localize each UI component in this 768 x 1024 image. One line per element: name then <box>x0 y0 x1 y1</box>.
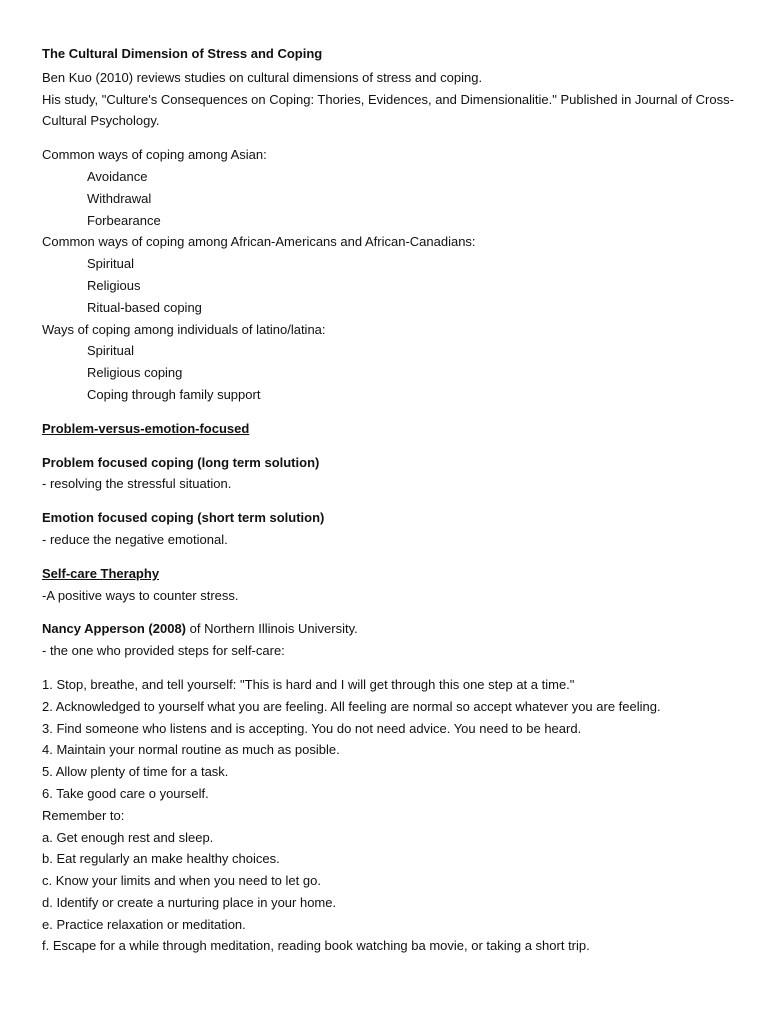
intro-line-2: His study, "Culture's Consequences on Coping: Thories, Evidences, and Dimensionalitie." Published in Journal of Cross-Cultural Psychology. <box>42 91 734 129</box>
coping-group-latino <box>42 319 742 406</box>
list-item: Religious <box>87 277 141 293</box>
remember-item: b. Eat regularly an make healthy choices. <box>42 851 280 867</box>
selfcare-desc: -A positive ways to counter stress. <box>42 587 239 603</box>
apperson-affiliation: of Northern Illinois University. <box>186 621 358 637</box>
group-heading: Common ways of coping among Asian: <box>42 147 267 163</box>
problem-focused-section <box>42 452 742 496</box>
apperson-name: Nancy Apperson (2008) <box>42 621 187 637</box>
emotion-focused-title: Emotion focused coping (short term solution) <box>42 510 325 526</box>
remember-item: e. Practice relaxation or meditation. <box>42 916 246 932</box>
apperson-line <box>42 618 742 640</box>
coping-group-asian <box>42 144 742 231</box>
list-item: Spiritual <box>87 343 134 359</box>
step-item: 1. Stop, breathe, and tell yourself: "This is hard and I will get through this one step at a time." <box>42 676 575 692</box>
document-page <box>42 43 742 957</box>
remember-item: c. Know your limits and when you need to let go. <box>42 873 321 889</box>
list-item: Ritual-based coping <box>87 299 202 315</box>
group-heading: Common ways of coping among African-Americans and African-Canadians: <box>42 234 476 250</box>
list-item: Forbearance <box>87 212 161 228</box>
group-heading: Ways of coping among individuals of latino/latina: <box>42 321 326 337</box>
document-title: The Cultural Dimension of Stress and Coping <box>42 46 323 61</box>
emotion-focused-section <box>42 507 742 551</box>
remember-item: d. Identify or create a nurturing place in your home. <box>42 894 337 910</box>
step-item: 6. Take good care o yourself. <box>42 785 209 801</box>
pve-heading: Problem-versus-emotion-focused <box>42 420 250 436</box>
step-item: 3. Find someone who listens and is accepting. You do not need advice. You need to be heard. <box>42 720 582 736</box>
coping-group-african <box>42 231 742 318</box>
list-item: Avoidance <box>87 168 148 184</box>
apperson-desc: - the one who provided steps for self-care: <box>42 643 285 659</box>
remember-item: a. Get enough rest and sleep. <box>42 829 214 845</box>
apperson-section <box>42 618 742 662</box>
list-item: Withdrawal <box>87 190 152 206</box>
problem-focused-title: Problem focused coping (long term solution) <box>42 454 320 470</box>
remember-item: f. Escape for a while through meditation, reading book watching ba movie, or taking a short trip. <box>42 938 590 954</box>
list-item: Coping through family support <box>87 386 261 402</box>
selfcare-heading: Self-care Theraphy <box>42 565 160 581</box>
problem-focused-desc: - resolving the stressful situation. <box>42 476 232 492</box>
remember-section <box>42 805 742 958</box>
emotion-focused-desc: - reduce the negative emotional. <box>42 531 228 547</box>
list-item: Spiritual <box>87 256 134 272</box>
list-item: Religious coping <box>87 365 183 381</box>
step-item: 2. Acknowledged to yourself what you are feeling. All feeling are normal so accept whatever you are feeling. <box>42 698 661 714</box>
steps-list <box>42 674 742 805</box>
step-item: 4. Maintain your normal routine as much as posible. <box>42 742 340 758</box>
intro-line-1: Ben Kuo (2010) reviews studies on cultural dimensions of stress and coping. <box>42 69 483 85</box>
remember-heading: Remember to: <box>42 807 125 823</box>
step-item: 5. Allow plenty of time for a task. <box>42 764 229 780</box>
selfcare-section <box>42 563 742 607</box>
